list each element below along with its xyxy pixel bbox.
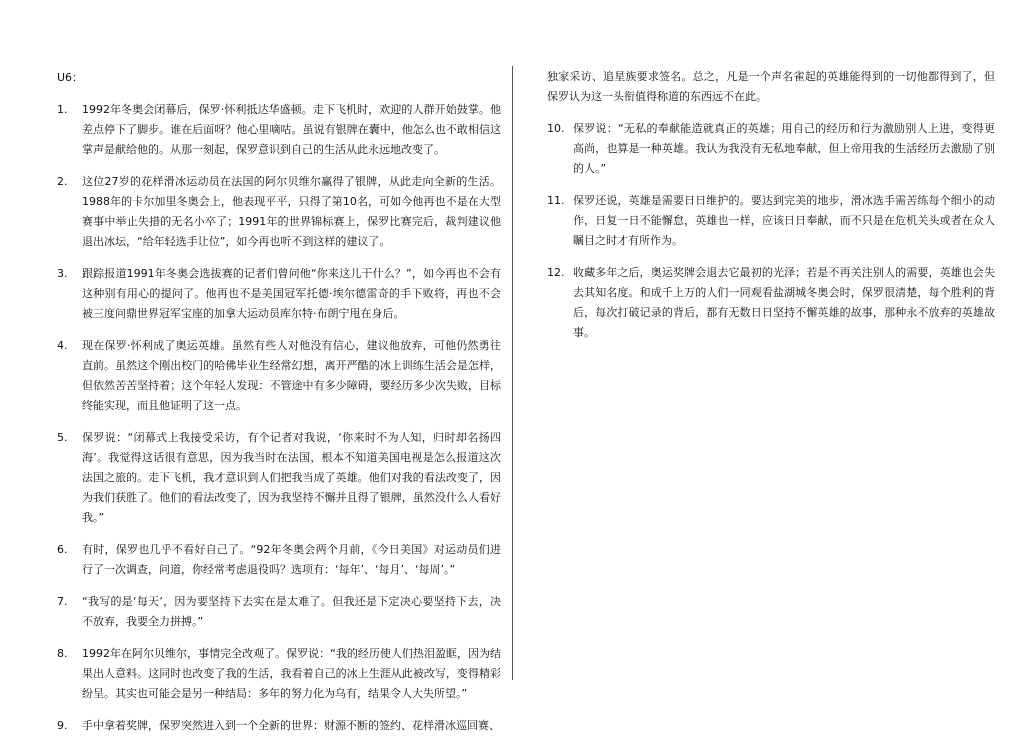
paragraph-3 (57, 264, 501, 324)
paragraph-6 (57, 540, 501, 580)
paragraph-text: 现在保罗·怀利成了奥运英雄。虽然有些人对他没有信心，建议他放弃，可他仍然勇往直前。虽然这个刚出校门的哈佛毕业生经常幻想，离开严酷的冰上训练生活会是怎样，但依然苦苦坚持着；这个年轻人发现：不管途中有多少障碍，要经历多少次失败，目标终能实现，而且他证明了这一点。 (82, 339, 501, 412)
paragraph-text: “我写的是‘每天’，因为要坚持下去实在是太难了。但我还是下定决心要坚持下去，决不放弃，我要全力拼搏。” (82, 595, 501, 628)
paragraph-number: 1. (57, 103, 68, 116)
paragraph-number: 8. (57, 647, 68, 660)
paragraph-number: 12. (547, 266, 565, 279)
paragraph-text: 手中拿着奖牌，保罗突然进入到一个全新的世界：财源不断的签约、花样滑冰巡回赛、 (82, 719, 500, 732)
paragraph-7 (57, 592, 501, 632)
paragraph-9-continuation: 独家采访、追星族要求签名。总之，凡是一个声名雀起的英雄能得到的一切他都得到了，但保罗认为这一头衔值得称道的东西远不在此。 (547, 70, 995, 103)
paragraph-number: 9. (57, 719, 68, 732)
paragraph-8 (57, 644, 501, 704)
paragraph-4 (57, 336, 501, 416)
paragraph-number: 4. (57, 339, 68, 352)
left-column (57, 68, 501, 748)
paragraph-text: 收藏多年之后，奥运奖牌会退去它最初的光泽；若是不再关注别人的需要，英雄也会失去其知名度。和成千上万的人们一同观看盐湖城冬奥会时，保罗很清楚，每个胜利的背后，每次打破记录的背后，都有无数日日坚持不懈英雄的故事，那种永不放弃的英雄故事。 (573, 266, 995, 339)
paragraph-text: 1992年冬奥会闭幕后，保罗·怀利抵达华盛顿。走下飞机时，欢迎的人群开始鼓掌。他差点停下了脚步。谁在后面呀？他心里嘀咕。虽说有银牌在囊中，他怎么也不敢相信这掌声是献给他的。从那一刻起，保罗意识到自己的生活从此永远地改变了。 (82, 103, 501, 156)
paragraph-text: 这位27岁的花样滑冰运动员在法国的阿尔贝维尔赢得了银牌，从此走向全新的生活。1988年的卡尔加里冬奥会上，他表现平平，只得了第10名，可如今他再也不是在大型赛事中举止失措的无名小卒了；1991年的世界锦标赛上，保罗比赛完后，裁判建议他退出冰坛，“给年轻选手让位”，如今再也听不到这样的建议了。 (82, 175, 501, 248)
paragraph-number: 6. (57, 543, 68, 556)
paragraph-text: 保罗说：“无私的奉献能造就真正的英雄；用自己的经历和行为激励别人上进，变得更高尚，也算是一种英雄。我认为我没有无私地奉献，但上帝用我的生活经历去激励了别的人。” (573, 122, 995, 175)
paragraph-text: 跟踪报道1991年冬奥会选拔赛的记者们曾问他“你来这儿干什么？”，如今再也不会有这种别有用心的提问了。他再也不是美国冠军托德·埃尔德雷奇的手下败将，再也不会被三度问鼎世界冠军宝座的加拿大运动员库尔特·布朗宁甩在身后。 (82, 267, 501, 320)
paragraph-number: 3. (57, 267, 68, 280)
paragraph-number: 5. (57, 431, 68, 444)
paragraph-11 (547, 191, 995, 251)
paragraph-5 (57, 428, 501, 528)
paragraph-number: 7. (57, 595, 68, 608)
paragraph-1 (57, 100, 501, 160)
paragraph-12 (547, 263, 995, 343)
paragraph-number: 2. (57, 175, 68, 188)
paragraph-text: 保罗还说，英雄是需要日日维护的。要达到完美的地步，滑冰选手需苦练每个细小的动作，日复一日不能懈怠，英雄也一样，应该日日奉献，而不只是在危机关头或者在众人瞩目之时才有所作为。 (573, 194, 995, 247)
paragraph-9 (57, 716, 501, 736)
paragraph-text: 保罗说：“闭幕式上我接受采访，有个记者对我说，‘你来时不为人知，归时却名扬四海’。我觉得这话很有意思，因为我当时在法国，根本不知道美国电视是怎么报道这次法国之旅的。走下飞机，我才意识到人们把我当成了英雄。他们对我的看法改变了，因为我们获胜了。他们的看法改变了，因为我坚持不懈并且得了银牌，虽然没什么人看好我。” (82, 431, 501, 524)
paragraph-number: 10. (547, 122, 565, 135)
column-divider (512, 66, 513, 680)
paragraph-number: 11. (547, 194, 565, 207)
paragraph-10 (547, 119, 995, 179)
unit-label: U6： (57, 71, 84, 84)
right-column (547, 67, 995, 355)
paragraph-2 (57, 172, 501, 252)
paragraph-text: 有时，保罗也几乎不看好自己了。“92年冬奥会两个月前，《今日美国》对运动员们进行了一次调查，问道，你经常考虑退役吗？选项有：‘每年’、‘每月’、‘每周’。” (82, 543, 501, 576)
paragraph-text: 1992年在阿尔贝维尔，事情完全改观了。保罗说：“我的经历使人们热泪盈眶，因为结果出人意料。这同时也改变了我的生活，我看着自己的冰上生涯从此被改写，变得精彩纷呈。其实也可能会是另一种结局：多年的努力化为乌有，结果令人大失所望。” (82, 647, 501, 700)
